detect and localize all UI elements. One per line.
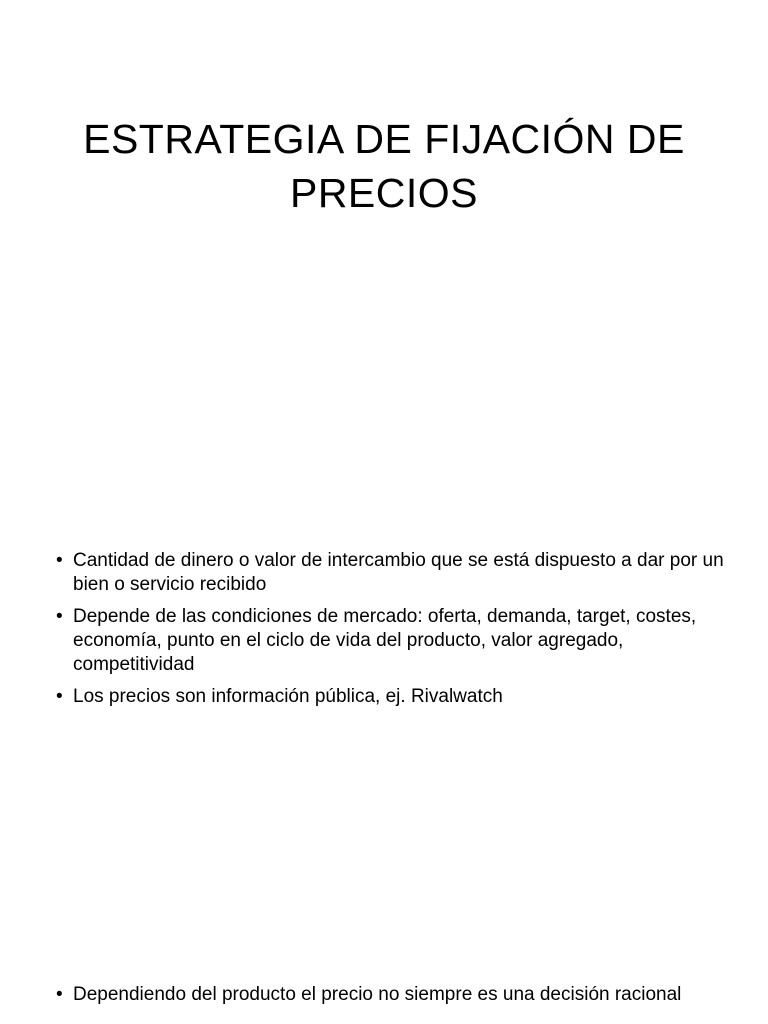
list-item bbox=[56, 685, 728, 709]
bullet-text: Cantidad de dinero o valor de intercambio que se está dispuesto a dar por un bien o servicio recibido bbox=[73, 550, 724, 595]
list-item bbox=[56, 983, 728, 1007]
bullet-marker: • bbox=[56, 984, 63, 1005]
list-item bbox=[56, 549, 728, 597]
bullet-text: Depende de las condiciones de mercado: oferta, demanda, target, costes, economía, punto en el ciclo de vida del producto, valor agregado, competitividad bbox=[73, 606, 697, 675]
bullet-text: Los precios son información pública, ej. Rivalwatch bbox=[73, 686, 503, 707]
bullet-list-definition bbox=[0, 549, 768, 717]
bullet-marker: • bbox=[56, 686, 63, 707]
bullet-marker: • bbox=[56, 606, 63, 627]
bullet-text: Dependiendo del producto el precio no siempre es una decisión racional bbox=[73, 984, 682, 1005]
bullet-list-rationality bbox=[0, 983, 768, 1015]
list-item bbox=[56, 605, 728, 677]
page-title: ESTRATEGIA DE FIJACIÓN DE PRECIOS bbox=[83, 116, 685, 216]
bullet-marker: • bbox=[56, 550, 63, 571]
